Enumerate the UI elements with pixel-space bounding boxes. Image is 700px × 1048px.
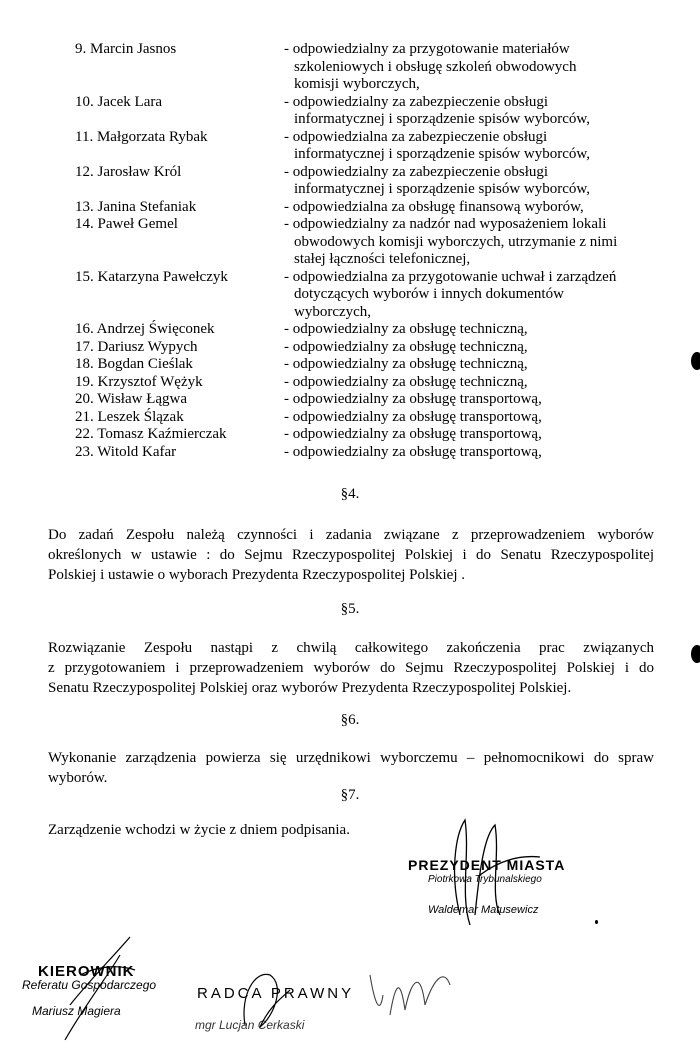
- responsibility-line: - odpowiedzialny za zabezpieczenie obsługi: [284, 93, 549, 110]
- ink-dot: [595, 920, 598, 924]
- responsibility-line: - odpowiedzialny za zabezpieczenie obsługi: [284, 163, 549, 180]
- section-6-text: [48, 748, 654, 788]
- member-name: 9. Marcin Jasnos: [75, 41, 177, 57]
- counsel-stamp-title: RADCA PRAWNY: [197, 985, 355, 1002]
- team-member-list: [0, 41, 700, 461]
- member-row: [0, 339, 700, 357]
- member-name: 11. Małgorzata Rybak: [75, 128, 208, 145]
- member-responsibility: [284, 216, 644, 269]
- member-name: 21. Leszek Ślązak: [75, 408, 184, 425]
- additional-signature: [365, 955, 475, 1030]
- head-signature: [50, 935, 140, 1045]
- responsibility-line: informatycznej i sporządzenie spisów wyborców,: [294, 146, 591, 162]
- responsibility-line: - odpowiedzialny za obsługę transportową,: [284, 443, 542, 460]
- member-name: 10. Jacek Lara: [75, 93, 163, 110]
- member-row: [0, 444, 700, 462]
- head-stamp-name: Mariusz Magiera: [32, 1004, 121, 1018]
- member-name: 14. Paweł Gemel: [75, 216, 178, 232]
- member-row: [0, 356, 700, 374]
- member-name: 20. Wisław Łągwa: [75, 391, 188, 407]
- counsel-signature: [235, 965, 295, 1035]
- responsibility-line: komisji wyborczych,: [294, 76, 420, 92]
- member-responsibility: [284, 444, 644, 462]
- responsibility-line: - odpowiedzialny za obsługę transportową,: [284, 391, 542, 407]
- member-row: [0, 374, 700, 392]
- member-name: 16. Andrzej Święconek: [75, 321, 215, 337]
- responsibility-line: dotyczących wyborów i innych dokumentów: [294, 286, 564, 302]
- counsel-stamp-name: mgr Lucjan Cerkaski: [195, 1018, 305, 1032]
- member-responsibility: [284, 269, 644, 322]
- responsibility-line: informatycznej i sporządzenie spisów wyborców,: [294, 181, 591, 197]
- responsibility-line: stałej łączności telefonicznej,: [294, 251, 471, 267]
- member-row: [0, 199, 700, 217]
- member-name: 15. Katarzyna Pawełczyk: [75, 268, 228, 285]
- member-responsibility: [284, 426, 644, 444]
- head-stamp-department: Referatu Gospodarczego: [22, 978, 157, 992]
- responsibility-line: - odpowiedzialny za obsługę techniczną,: [284, 356, 528, 372]
- member-row: [0, 391, 700, 409]
- head-stamp-title: KIEROWNIK: [38, 963, 135, 980]
- section-4-text: [48, 525, 654, 585]
- responsibility-line: - odpowiedzialny za obsługę transportową,: [284, 408, 542, 425]
- text-line: Wykonanie zarządzenia powierza się urzędnikowi wyborczemu – pełnomocnikowi do spraw: [48, 750, 654, 766]
- member-row: [0, 269, 700, 322]
- president-stamp-title: PREZYDENT MIASTA: [408, 857, 566, 873]
- text-line: wyborów.: [48, 770, 108, 786]
- member-row: [0, 164, 700, 199]
- responsibility-line: - odpowiedzialny za obsługę transportową,: [284, 426, 542, 442]
- responsibility-line: szkoleniowych i obsługę szkoleń obwodowych: [294, 58, 577, 75]
- member-row: [0, 409, 700, 427]
- member-row: [0, 94, 700, 129]
- member-responsibility: [284, 356, 644, 374]
- section-7-heading: §7.: [340, 787, 360, 803]
- president-stamp-city: Piotrkowa Trybunalskiego: [428, 874, 542, 885]
- punch-hole: [691, 352, 700, 370]
- responsibility-line: - odpowiedzialny za przygotowanie materiałów: [284, 41, 570, 57]
- responsibility-line: - odpowiedzialny za obsługę techniczną,: [284, 373, 528, 390]
- section-5-text: [48, 638, 654, 698]
- member-name: 13. Janina Stefaniak: [75, 198, 197, 215]
- member-responsibility: [284, 129, 644, 164]
- member-responsibility: [284, 94, 644, 129]
- member-row: [0, 41, 700, 94]
- text-line: określonych w ustawie : do Sejmu Rzeczypospolitej Polskiej i do Senatu Rzeczypospolitej: [48, 547, 654, 563]
- text-line: Polskiej i ustawie o wyborach Prezydenta Rzeczypospolitej Polskiej .: [48, 567, 465, 583]
- member-responsibility: [284, 391, 644, 409]
- member-responsibility: [284, 374, 644, 392]
- member-responsibility: [284, 41, 644, 94]
- member-row: [0, 216, 700, 269]
- member-responsibility: [284, 339, 644, 357]
- section-7-text: [48, 820, 654, 840]
- responsibility-line: informatycznej i sporządzenie spisów wyborców,: [294, 111, 591, 127]
- member-row: [0, 321, 700, 339]
- member-name: 23. Witold Kafar: [75, 443, 177, 460]
- punch-hole: [691, 645, 700, 663]
- text-line: Rozwiązanie Zespołu nastąpi z chwilą całkowitego zakończenia prac związanych: [48, 640, 654, 656]
- member-name: 22. Tomasz Kaźmierczak: [75, 426, 227, 442]
- section-4-heading: §4.: [340, 486, 360, 502]
- president-stamp-name: Waldemar Matusewicz: [428, 904, 539, 916]
- text-line: Senatu Rzeczypospolitej Polskiej oraz wyborów Prezydenta Rzeczypospolitej Polskiej.: [48, 680, 572, 696]
- responsibility-line: - odpowiedzialny za nadzór nad wyposażeniem lokali: [284, 216, 607, 232]
- member-responsibility: [284, 164, 644, 199]
- responsibility-line: - odpowiedzialna za obsługę finansową wyborów,: [284, 198, 584, 215]
- member-responsibility: [284, 409, 644, 427]
- section-5-heading: §5.: [340, 601, 360, 617]
- member-row: [0, 129, 700, 164]
- responsibility-line: - odpowiedzialna za przygotowanie uchwał i zarządzeń: [284, 268, 617, 285]
- member-name: 19. Krzysztof Wężyk: [75, 373, 203, 390]
- responsibility-line: wyborczych,: [294, 303, 372, 320]
- member-row: [0, 426, 700, 444]
- responsibility-line: - odpowiedzialny za obsługę techniczną,: [284, 321, 528, 337]
- member-name: 18. Bogdan Cieślak: [75, 356, 193, 372]
- responsibility-line: obwodowych komisji wyborczych, utrzymanie z nimi: [294, 233, 618, 250]
- text-line: z przygotowaniem i przeprowadzeniem wyborów do Sejmu Rzeczypospolitej Polskiej i do: [48, 660, 654, 676]
- member-responsibility: [284, 199, 644, 217]
- responsibility-line: - odpowiedzialny za obsługę techniczną,: [284, 338, 528, 355]
- member-name: 17. Dariusz Wypych: [75, 338, 198, 355]
- text-line: Do zadań Zespołu należą czynności i zadania związane z przeprowadzeniem wyborów: [48, 527, 654, 543]
- responsibility-line: - odpowiedzialna za zabezpieczenie obsługi: [284, 128, 548, 145]
- section-6-heading: §6.: [340, 712, 360, 728]
- text-line: Zarządzenie wchodzi w życie z dniem podpisania.: [48, 822, 350, 838]
- member-name: 12. Jarosław Król: [75, 163, 182, 180]
- member-responsibility: [284, 321, 644, 339]
- president-signature: [440, 815, 550, 935]
